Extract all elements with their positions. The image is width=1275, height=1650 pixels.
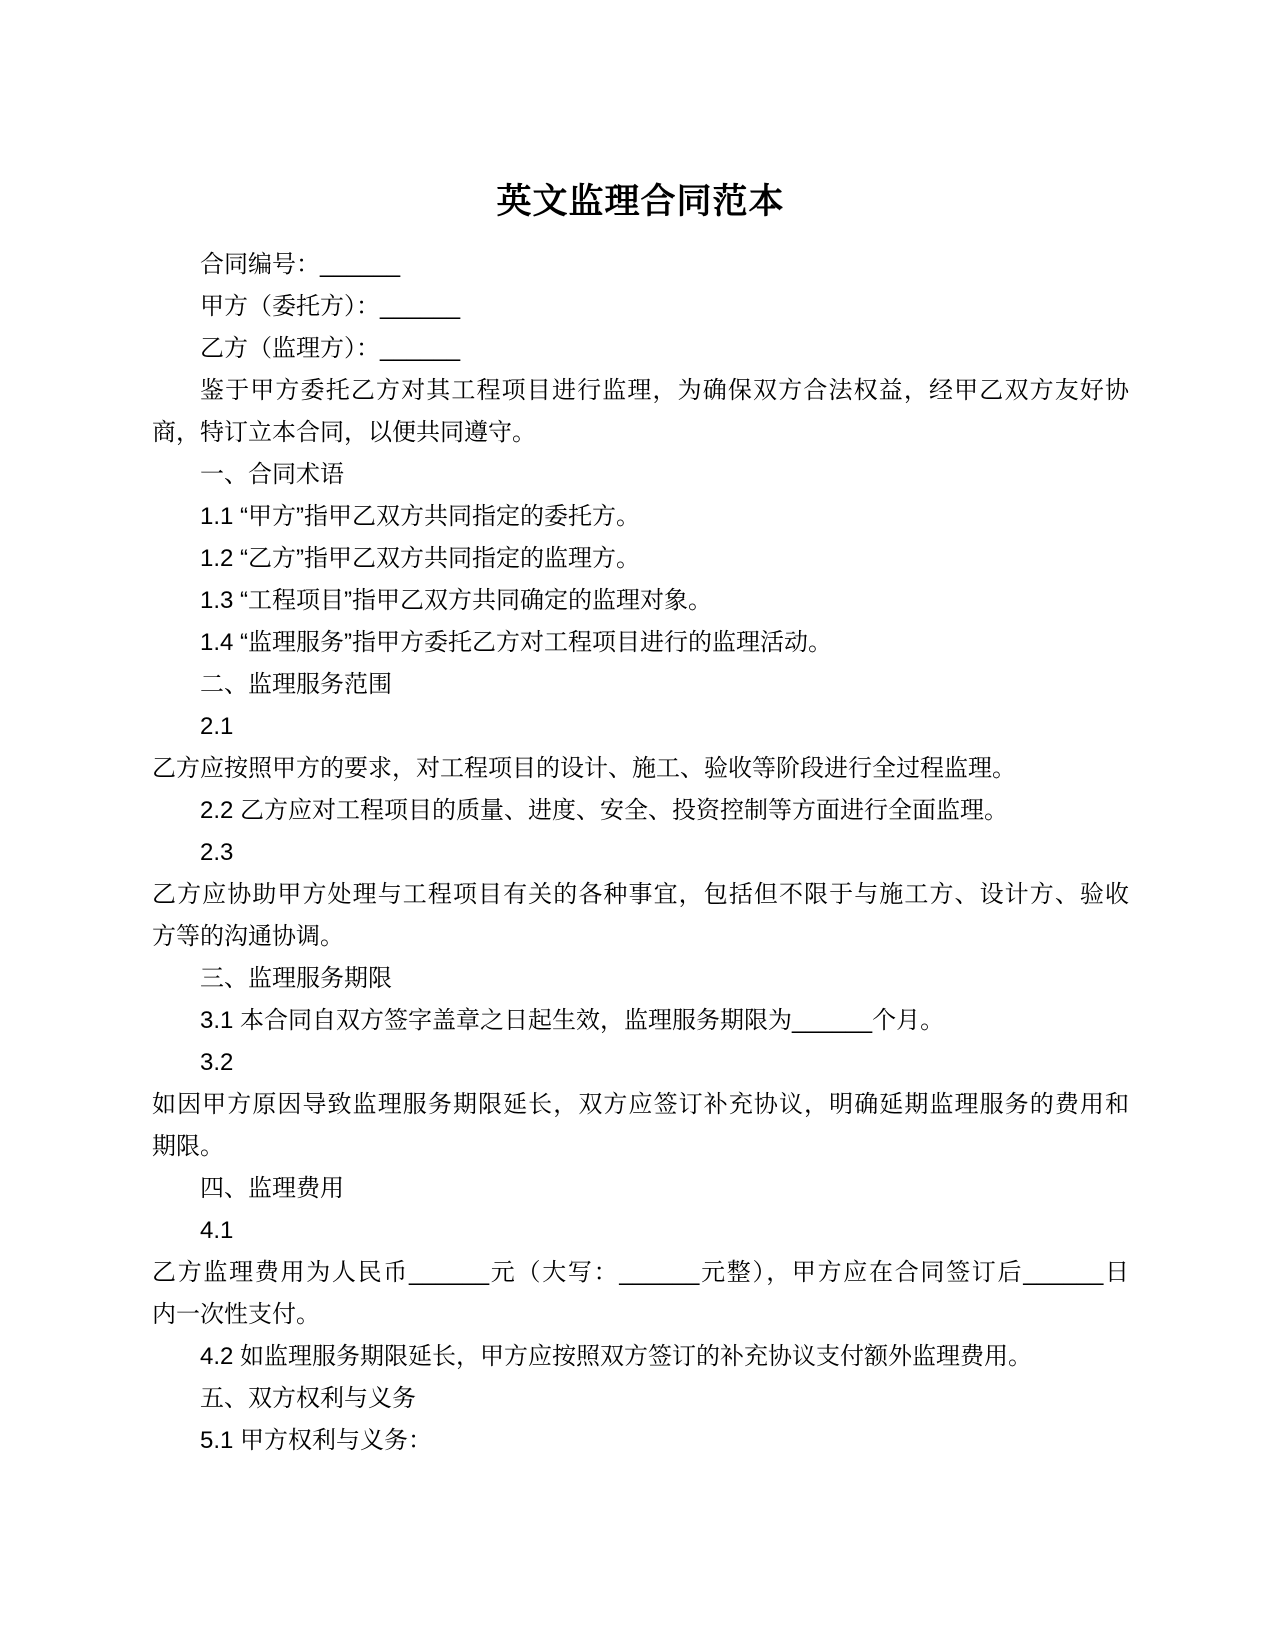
heading-section-5: 五、双方权利与义务 xyxy=(200,1385,416,1412)
heading-section-3: 三、监理服务期限 xyxy=(200,965,392,992)
clause-3-1: 3.1 本合同自双方签字盖章之日起生效，监理服务期限为______个月。 xyxy=(200,1007,945,1034)
line-preamble-1: 鉴于甲方委托乙方对其工程项目进行监理，为确保双方合法权益，经甲乙双方友好协 xyxy=(200,377,1129,404)
clause-4-1-number: 4.1 xyxy=(200,1217,234,1244)
clause-1-3: 1.3 “工程项目”指甲乙双方共同确定的监理对象。 xyxy=(200,587,713,614)
clause-3-2-number: 3.2 xyxy=(200,1049,234,1076)
clause-5-1: 5.1 甲方权利与义务： xyxy=(200,1427,433,1454)
heading-section-4: 四、监理费用 xyxy=(200,1175,344,1202)
line-party-a: 甲方（委托方）：______ xyxy=(200,293,461,320)
clause-2-3-text-1: 乙方应协助甲方处理与工程项目有关的各种事宜，包括但不限于与施工方、设计方、验收 xyxy=(152,881,1129,908)
document-title: 英文监理合同范本 xyxy=(496,182,785,221)
clause-3-2-text-1: 如因甲方原因导致监理服务期限延长，双方应签订补充协议，明确延期监理服务的费用和 xyxy=(152,1091,1129,1118)
line-contract-number: 合同编号：______ xyxy=(200,251,401,278)
heading-section-2: 二、监理服务范围 xyxy=(200,671,392,698)
clause-2-2: 2.2 乙方应对工程项目的质量、进度、安全、投资控制等方面进行全面监理。 xyxy=(200,797,1009,824)
clause-2-1-text: 乙方应按照甲方的要求，对工程项目的设计、施工、验收等阶段进行全过程监理。 xyxy=(152,755,1016,782)
clause-4-2: 4.2 如监理服务期限延长，甲方应按照双方签订的补充协议支付额外监理费用。 xyxy=(200,1343,1033,1370)
clause-3-2-text-2: 期限。 xyxy=(152,1133,224,1160)
heading-section-1: 一、合同术语 xyxy=(200,461,344,488)
clause-1-4: 1.4 “监理服务”指甲方委托乙方对工程项目进行的监理活动。 xyxy=(200,629,833,656)
clause-2-3-text-2: 方等的沟通协调。 xyxy=(152,923,344,950)
clause-2-3-number: 2.3 xyxy=(200,839,234,866)
line-preamble-2: 商，特订立本合同，以便共同遵守。 xyxy=(152,419,536,446)
clause-4-1-text-1: 乙方监理费用为人民币______元（大写：______元整），甲方应在合同签订后______日 xyxy=(152,1259,1129,1286)
line-party-b: 乙方（监理方）：______ xyxy=(200,335,461,362)
clause-4-1-text-2: 内一次性支付。 xyxy=(152,1301,320,1328)
clause-2-1-number: 2.1 xyxy=(200,713,234,740)
clause-1-2: 1.2 “乙方”指甲乙双方共同指定的监理方。 xyxy=(200,545,641,572)
clause-1-1: 1.1 “甲方”指甲乙双方共同指定的委托方。 xyxy=(200,503,641,530)
